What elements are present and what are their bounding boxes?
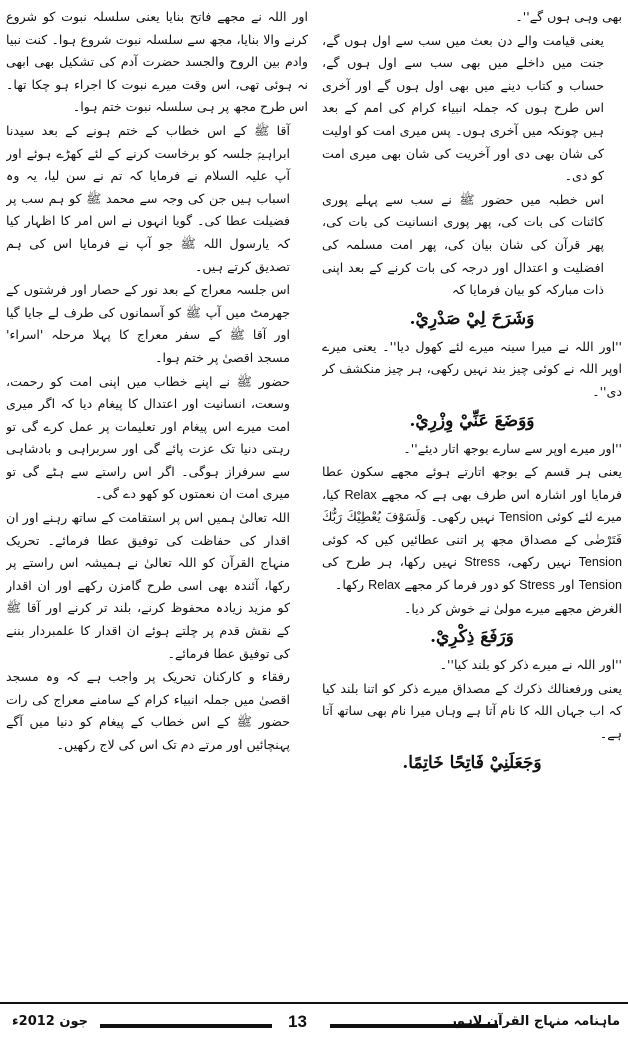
paragraph: اس خطبہ میں حضور ﷺ نے سب سے پہلے پوری کائنات کی بات کی، پھر پوری انسانیت کی بات کی، پھر قرآن کی شان بیان کی، پھر امت مسلمہ کی افضلیت و اعتدال اور درجہ کی بات کرنے کے بعد اپنی ذات مبارکہ کو بیان فرمایا کہ	[322, 191, 604, 298]
translation: ''اور اللہ نے میرا سینہ میرے لئے کھول دیا''۔ یعنی میرے اوپر اللہ نے کوئی چیز بند نہیں رکھی، ہر چیز منکشف کر دی''۔	[322, 338, 622, 399]
text-run: نہیں رکھی،	[507, 554, 572, 570]
paragraph: یعنی قیامت والے دن بعث میں سب سے اول ہوں گے، جنت میں داخلے میں بھی سب سے اول ہوں گے، حساب و کتاب دینے میں بھی اول ہوں گے اور آخری اس طرح ہوں کہ جملہ انبیاء کرام کی امم کے بعد ہیں چونکہ میں آخری ہوں۔ پس میری امت کو اولیت کی شان بھی دی اور آخریت کی شان بھی میری امت کو دی۔	[322, 32, 604, 184]
paragraph: اللہ تعالیٰ ہمیں اس پر استقامت کے ساتھ رہنے اور ان اقدار کی حفاظت کی توفیق عطا فرمائے۔ تحریک منہاج القرآن کو اللہ تعالیٰ نے ہمیشہ اس راستے پر رکھا، آئندہ بھی اسی طرح گامزن رکھے اور ان اقدار کو مزید زیادہ محفوظ کرنے، بلند تر کرنے اور آقا ﷺ کے نقش قدم پر چلتے ہوئے ان اقدار کا علمبردار بننے کی توفیق عطا فرمائے۔	[6, 510, 290, 661]
page-number: 13	[288, 1012, 307, 1031]
paragraph: اور اللہ نے مجھے فاتح بنایا یعنی سلسلہ نبوت کو شروع کرنے والا بنایا، مجھ سے سلسلہ نبوت شروع ہوا۔ کنت نبیا وادم بین الروح والجسد حضرت آدم کی تشکیل بھی ابھی نہ ہوئی تھی، اس وقت میرے نبوت کا اجراء ہو چکا تھا۔ اس طرح مجھ پر ہی سلسلہ نبوت ختم ہوا۔	[6, 9, 308, 115]
paragraph: آقا ﷺ کے اس خطاب کے ختم ہونے کے بعد سیدنا ابراہیمؑ جلسہ کو برخاست کرنے کے لئے کھڑے ہوئے اور آپ علیہ السلام نے فرمایا کہ تم نے سن لیا، یہ وہ اسباب ہیں جن کی وجہ سے محمد ﷺ کو ہم سب پر فضیلت عطا کی۔ گویا انہوں نے اس امر کا اظہار کیا کہ یارسول اللہ ﷺ جو آپ نے فرمایا اس کی ہم تصدیق کرتے ہیں۔	[6, 122, 290, 274]
english-word: Relax	[344, 487, 377, 502]
quranic-verse: وَوَضَعَ عَنِّيْ وِزْرِيْ.	[409, 410, 535, 431]
paragraph: الغرض مجھے میرے مولیٰ نے خوش کر دیا۔	[404, 600, 622, 616]
english-word: Tension	[578, 578, 622, 593]
right-column	[322, 6, 622, 978]
translation: ''اور میرے اوپر سے سارے بوجھ اتار دیئے''۔	[403, 440, 622, 456]
quranic-verse: وَشَرَحَ لِيْ صَدْرِيْ.	[409, 308, 535, 329]
quranic-verse: وَرَفَعَ ذِكْرِيْ.	[430, 627, 514, 648]
paragraph: بھی وہی ہوں گے''۔	[515, 9, 622, 24]
left-column	[6, 6, 308, 978]
paragraph: حضور ﷺ نے اپنے خطاب میں اپنی امت کو رحمت، وسعت، انسانیت اور اعتدال کا پیغام دیا کہ اگر میری امت میرے اس پیغام اور تعلیمات پر عمل کرے گی تو رہتی دنیا تک عزت پائے گی اور سربراہی و بادشاہی سے سرفراز ہوگی۔ اگر اس راستے سے ہٹے گی تو میری امت ان نعمتوں کو کھو دے گی۔	[6, 373, 290, 502]
page-footer	[0, 1012, 628, 1040]
english-word: Tension	[499, 510, 543, 525]
text-run: کیا، میرے لئے کوئی	[322, 486, 622, 525]
magazine-title: ماہنامہ منہاج القرآن لاہور	[449, 1014, 620, 1029]
text-run: نہیں رکھی۔ وَلَسَوْفَ يُعْطِيْكَ رَبُّكَ فَتَرْضٰى کے مصداق مجھ پر اتنی عطائیں کیں کہ کوئی	[322, 509, 622, 547]
quranic-verse: وَجَعَلَنِيْ فَاتِحًا خَاتِمًا.	[402, 752, 542, 773]
footer-divider	[0, 1002, 628, 1004]
issue-date: جون 2012ء	[12, 1014, 88, 1029]
text-run: کو دور فرما کر مجھے	[404, 577, 516, 593]
text-run: رکھا۔	[334, 577, 365, 593]
english-word: Tension	[578, 555, 622, 570]
footer-rule	[100, 1024, 272, 1028]
text-run: اور	[558, 577, 575, 593]
english-word: Stress	[464, 555, 501, 570]
translation: ''اور اللہ نے میرے ذکر کو بلند کیا''۔	[439, 657, 622, 673]
text-run: یعنی ہر قسم کے بوجھ اتارتے ہوئے مجھے سکون عطا فرمایا اور اشارہ اس طرف بھی ہے کہ مجھے	[322, 464, 622, 502]
paragraph: یعنی ورفعنالك ذكرك کے مصداق میرے ذکر کو اتنا بلند کیا کہ اب جہاں اللہ کا نام آتا ہے وہاں میرا نام بھی ساتھ آتا ہے۔	[322, 680, 622, 742]
paragraph: اس جلسہ معراج کے بعد نور کے حصار اور فرشتوں کے جھرمٹ میں آپ ﷺ کو آسمانوں کی طرف لے جایا گیا اور آقا ﷺ کے سفر معراج کا پہلا مرحلہ 'اسراء' مسجد اقصیٰ پر ختم ہوا۔	[6, 282, 290, 365]
english-word: Stress	[519, 578, 555, 593]
text-run: نہیں رکھا، ہر طرح کی	[322, 554, 458, 570]
paragraph	[322, 461, 622, 597]
english-word: Relax	[368, 578, 401, 593]
paragraph: رفقاء و کارکنان تحریک پر واجب ہے کہ وہ مسجد اقصیٰ میں جملہ انبیاء کرام کے سامنے معراج کی رات حضور ﷺ کے اس خطاب کے پیغام کو دنیا میں آگے پہنچائیں اور مرتے دم تک اس کی لاج رکھیں۔	[6, 669, 290, 752]
